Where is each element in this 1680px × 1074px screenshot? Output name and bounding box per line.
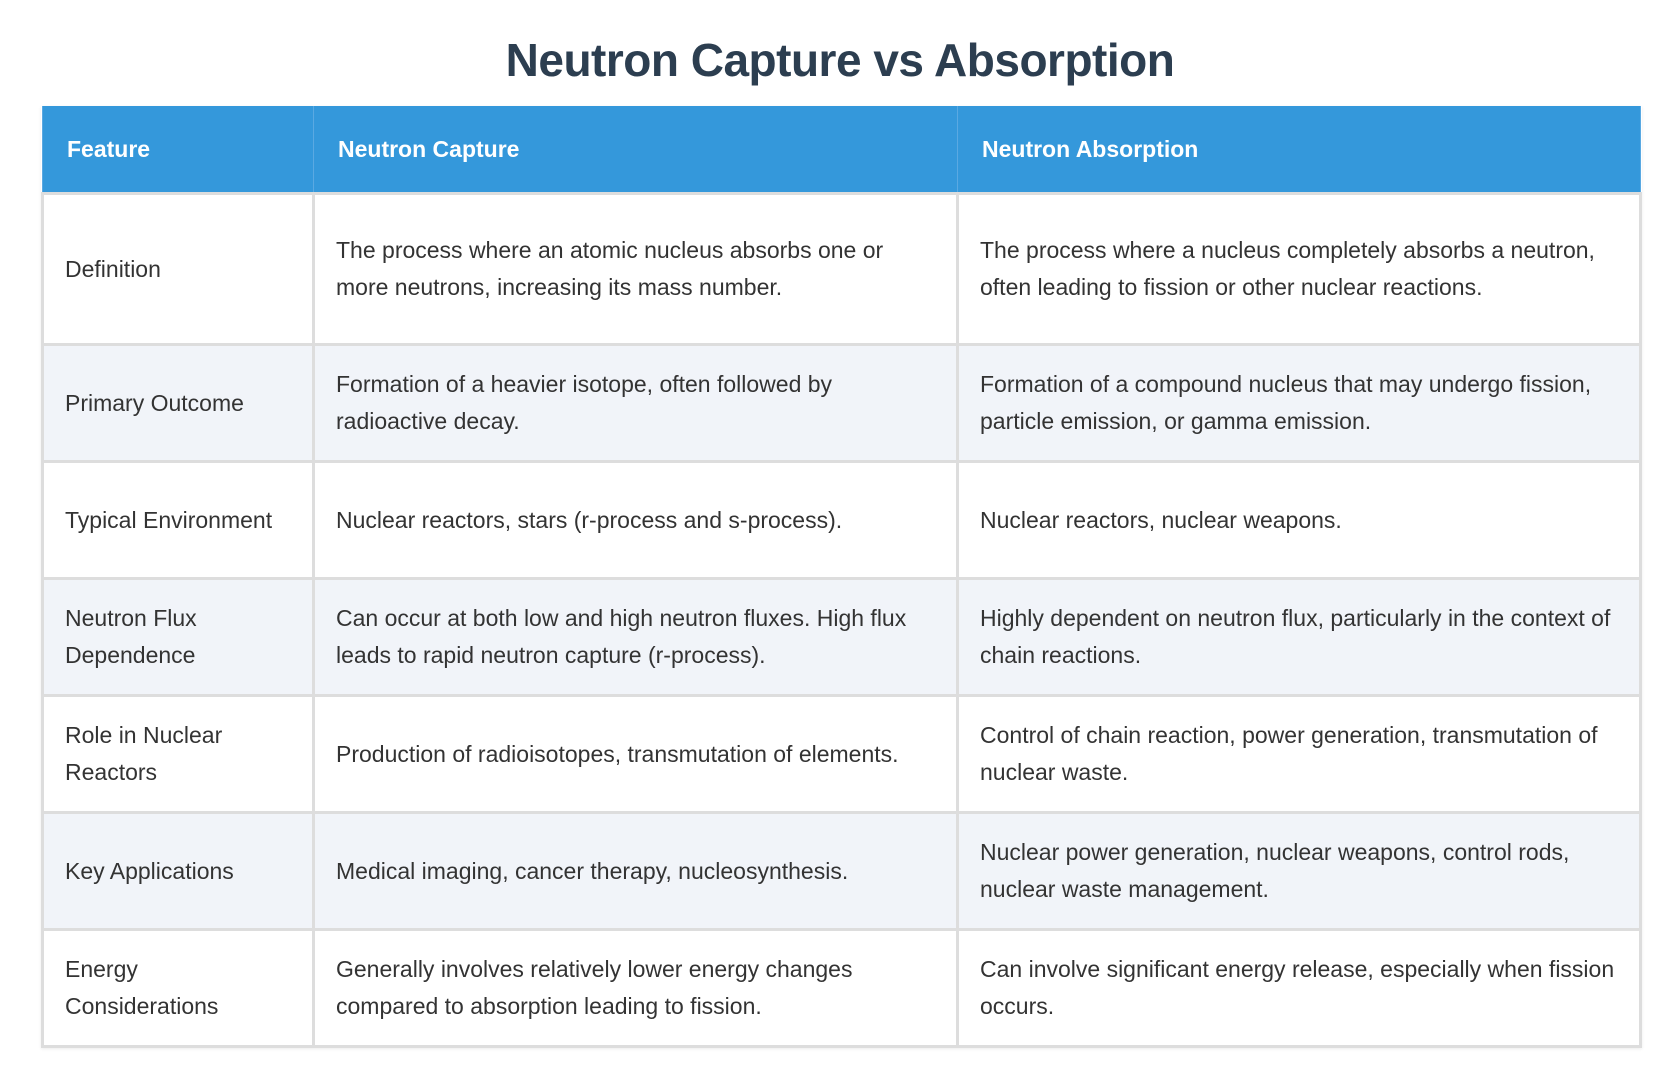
absorption-cell: Nuclear reactors, nuclear weapons. — [958, 462, 1641, 579]
absorption-cell: Can involve significant energy release, especially when fission occurs. — [958, 930, 1641, 1047]
comparison-table-container — [41, 106, 1639, 1048]
capture-cell: Nuclear reactors, stars (r-process and s-process). — [314, 462, 958, 579]
page-title: Neutron Capture vs Absorption — [505, 34, 1175, 86]
capture-cell: Can occur at both low and high neutron fluxes. High flux leads to rapid neutron capture (r-process). — [314, 579, 958, 696]
feature-cell: Key Applications — [43, 813, 314, 930]
capture-cell: The process where an atomic nucleus absorbs one or more neutrons, increasing its mass number. — [314, 194, 958, 345]
feature-cell: Neutron Flux Dependence — [43, 579, 314, 696]
feature-cell: Energy Considerations — [43, 930, 314, 1047]
feature-cell: Role in Nuclear Reactors — [43, 696, 314, 813]
feature-cell: Primary Outcome — [43, 345, 314, 462]
absorption-cell: Control of chain reaction, power generation, transmutation of nuclear waste. — [958, 696, 1641, 813]
capture-cell: Generally involves relatively lower energy changes compared to absorption leading to fission. — [314, 930, 958, 1047]
table-body — [43, 194, 1641, 1047]
table-row-neutron-flux-dependence — [43, 579, 1641, 696]
absorption-cell: Formation of a compound nucleus that may undergo fission, particle emission, or gamma emission. — [958, 345, 1641, 462]
capture-cell: Medical imaging, cancer therapy, nucleosynthesis. — [314, 813, 958, 930]
absorption-cell: Nuclear power generation, nuclear weapons, control rods, nuclear waste management. — [958, 813, 1641, 930]
header-feature: Feature — [43, 106, 314, 194]
capture-cell: Production of radioisotopes, transmutation of elements. — [314, 696, 958, 813]
comparison-table — [41, 106, 1642, 1048]
table-header — [43, 106, 1641, 194]
table-row-key-applications — [43, 813, 1641, 930]
table-row-typical-environment — [43, 462, 1641, 579]
table-row-energy-considerations — [43, 930, 1641, 1047]
capture-cell: Formation of a heavier isotope, often followed by radioactive decay. — [314, 345, 958, 462]
absorption-cell: Highly dependent on neutron flux, particularly in the context of chain reactions. — [958, 579, 1641, 696]
header-neutron-absorption: Neutron Absorption — [958, 106, 1641, 194]
feature-cell: Definition — [43, 194, 314, 345]
feature-cell: Typical Environment — [43, 462, 314, 579]
table-row-primary-outcome — [43, 345, 1641, 462]
header-neutron-capture: Neutron Capture — [314, 106, 958, 194]
absorption-cell: The process where a nucleus completely absorbs a neutron, often leading to fission or other nuclear reactions. — [958, 194, 1641, 345]
header-row — [43, 106, 1641, 194]
table-row-definition — [43, 194, 1641, 345]
table-row-role-in-nuclear-reactors — [43, 696, 1641, 813]
